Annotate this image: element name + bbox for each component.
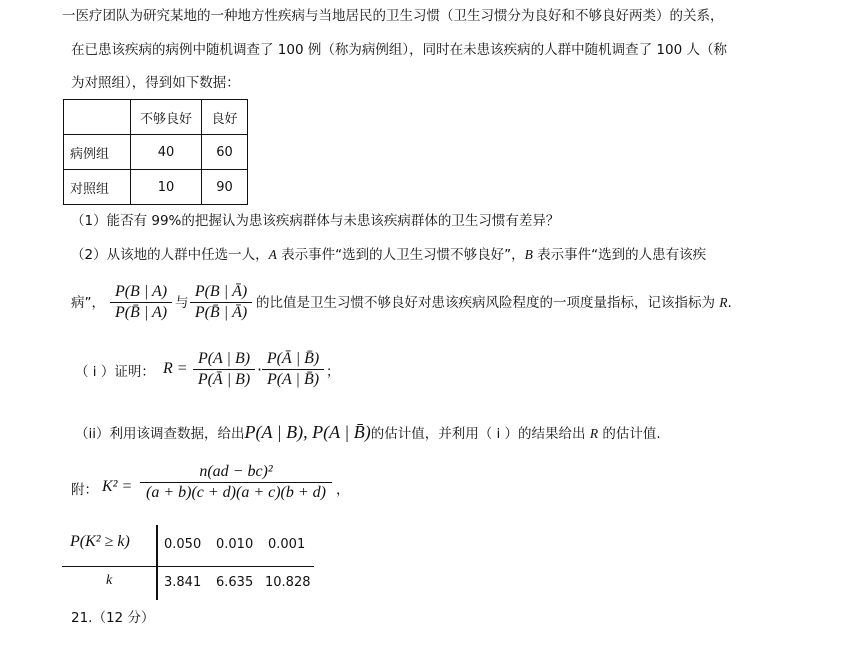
event-b-symbol: B	[524, 247, 533, 262]
fraction-bar	[140, 482, 332, 483]
part-ii-text-a: （ii）利用该调查数据，给出	[75, 426, 245, 442]
table-row	[64, 170, 248, 205]
r-equals: R =	[163, 360, 188, 377]
intro-line-2: 在已患该疾病的病例中随机调查了 100 例（称为病例组），同时在未患该疾病的人群中随机调查了 100 人（称	[71, 42, 727, 58]
multiply-dot: ·	[257, 360, 263, 379]
table-row	[64, 135, 248, 170]
table-cell: 90	[202, 170, 248, 205]
indicator-r-symbol: R	[719, 295, 728, 310]
survey-data-table	[63, 99, 248, 205]
critical-value: 3.841	[164, 575, 202, 590]
q2-line-2-end	[256, 293, 732, 313]
proof-fraction-2	[262, 350, 324, 389]
part-ii	[75, 422, 661, 444]
critical-value-table	[62, 525, 314, 600]
q2-text-a: （2）从该地的人群中任选一人，	[71, 247, 269, 263]
table-header-cell	[64, 100, 131, 135]
fraction-denominator: P(B̄ | A)	[114, 304, 168, 321]
table-cell: 40	[131, 135, 202, 170]
row-label: 病例组	[64, 135, 131, 170]
q2-text-c: 表示事件“选到的人患有该疾	[532, 247, 707, 263]
probability-expression: P(A | B), P(A | B̄)	[244, 422, 371, 442]
fraction-denominator: (a + b)(c + d)(a + c)(b + d)	[145, 484, 326, 501]
table-cell: 60	[202, 135, 248, 170]
q2-connector: 与	[175, 295, 189, 311]
q2-period: .	[727, 295, 732, 311]
table-header-row	[64, 100, 248, 135]
critical-value: 10.828	[265, 575, 311, 590]
fraction-numerator: P(B | Ā)	[194, 283, 248, 300]
part-i-end: ；	[326, 364, 340, 380]
event-a-symbol: A	[268, 247, 277, 262]
chi-square-formula	[140, 463, 332, 502]
fraction-bar	[262, 369, 324, 370]
part-i-label: （ i ）证明：	[75, 364, 155, 380]
q2-line-2-start: 病”，	[71, 295, 105, 311]
fraction-numerator: P(A | B)	[197, 350, 251, 367]
table-cell: 10	[131, 170, 202, 205]
fraction-denominator: P(Ā | B)	[197, 371, 251, 388]
alpha-value: 0.050	[164, 537, 202, 552]
q2-line-2-text: 的比值是卫生习惯不够良好对患该疾病风险程度的一项度量指标，记该指标为	[256, 295, 720, 311]
next-question-number: 21.（12 分）	[71, 610, 155, 626]
table-header-cell: 良好	[202, 100, 248, 135]
proof-fraction-1	[193, 350, 255, 389]
intro-line-1: 一医疗团队为研究某地的一种地方性疾病与当地居民的卫生习惯（卫生习惯分为良好和不够良好两类）的关系，	[62, 8, 724, 24]
table-header-cell: 不够良好	[131, 100, 202, 135]
fraction-denominator: P(B̄ | Ā)	[194, 304, 248, 321]
fraction-bar	[190, 302, 252, 303]
question-1: （1）能否有 99%的把握认为患该疾病群体与未患该疾病群体的卫生习惯有差异？	[71, 213, 560, 229]
indicator-r-symbol: R	[589, 426, 599, 441]
ratio-fraction-2	[190, 283, 252, 322]
appendix-end: ，	[336, 482, 350, 498]
intro-line-3: 为对照组），得到如下数据：	[71, 75, 240, 91]
alpha-value: 0.010	[216, 537, 254, 552]
fraction-bar	[193, 369, 255, 370]
fraction-numerator: P(Ā | B̄)	[266, 350, 320, 367]
table-divider-vertical	[156, 525, 158, 600]
appendix-label: 附：	[71, 482, 98, 498]
fraction-numerator: P(B | A)	[114, 283, 168, 300]
k-label: k	[106, 573, 113, 588]
alpha-value: 0.001	[268, 537, 306, 552]
critical-value: 6.635	[216, 575, 254, 590]
row-label: 对照组	[64, 170, 131, 205]
fraction-denominator: P(A | B̄)	[266, 371, 320, 388]
q2-text-b: 表示事件“选到的人卫生习惯不够良好”，	[276, 247, 525, 263]
question-2-line-1	[71, 245, 706, 265]
table-divider-horizontal	[62, 566, 314, 567]
probability-label: P(K² ≥ k)	[70, 533, 130, 550]
k-squared-lhs: K² =	[102, 478, 133, 495]
fraction-numerator: n(ad − bc)²	[199, 463, 273, 480]
part-ii-text-b: 的估计值，并利用（ i ）的结果给出	[370, 426, 590, 442]
ratio-fraction-1	[110, 283, 172, 322]
part-ii-text-c: 的估计值.	[598, 426, 661, 442]
fraction-bar	[110, 302, 172, 303]
